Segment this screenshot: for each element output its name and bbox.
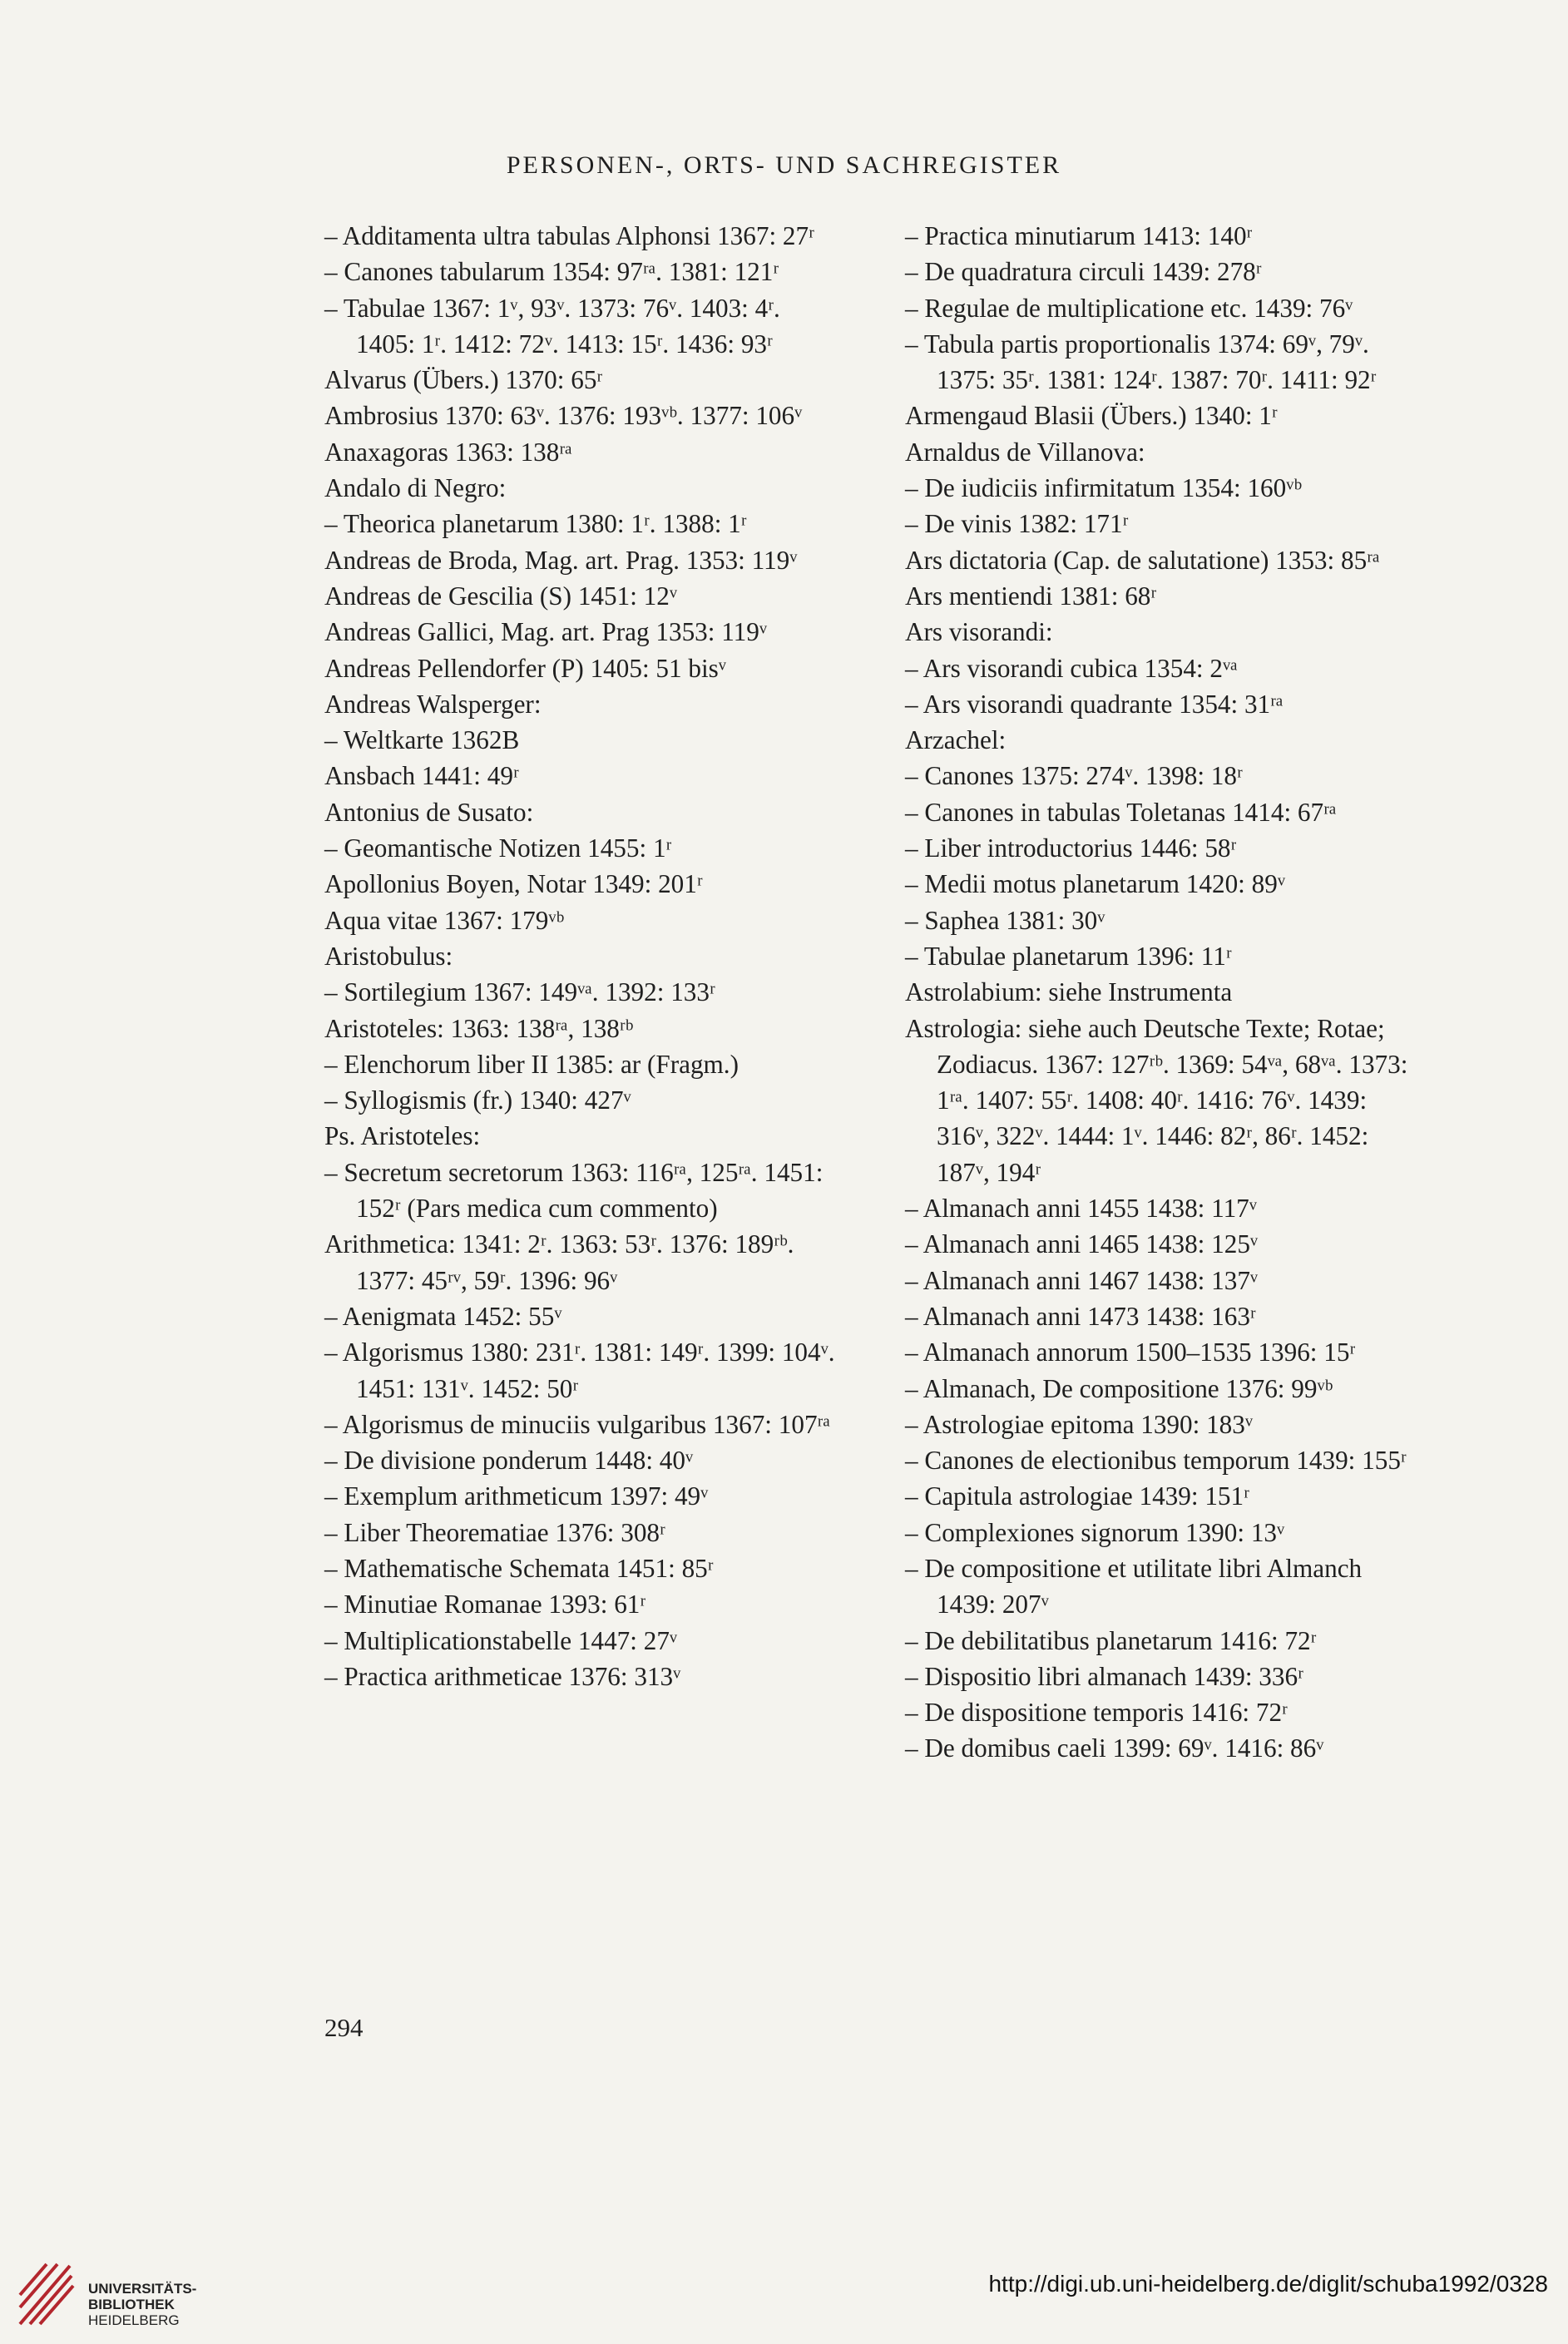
index-subentry: – De dispositione temporis 1416: 72ʳ <box>905 1698 1288 1728</box>
index-subentry: – Astrologiae epitoma 1390: 183ᵛ <box>905 1409 1254 1439</box>
index-entry: Anaxagoras 1363: 138ʳᵃ <box>324 437 572 467</box>
page-number: 294 <box>324 2013 364 2042</box>
index-entry: Aristoteles: 1363: 138ʳᵃ, 138ʳᵇ <box>324 1013 634 1043</box>
index-subentry: – Liber introductorius 1446: 58ʳ <box>905 833 1237 863</box>
index-subentry: – Multiplicationstabelle 1447: 27ᵛ <box>324 1625 678 1655</box>
logo-line-2: BIBLIOTHEK <box>88 2297 175 2312</box>
index-subentry: – De iudiciis infirmitatum 1354: 160ᵛᵇ <box>905 473 1303 503</box>
index-subentry: – Tabula partis proportionalis 1374: 69ᵛ, 79ᵛ. 1375: 35ʳ. 1381: 124ʳ. 1387: 70ʳ. 1411: 92ʳ <box>905 329 1377 395</box>
index-subentry: – Canones de electionibus temporum 1439: 155ʳ <box>905 1446 1407 1476</box>
page-header: PERSONEN-, ORTS- UND SACHREGISTER <box>506 151 1062 179</box>
library-logo[interactable] <box>12 2249 228 2332</box>
index-entry: Astrolabium: siehe Instrumenta <box>905 977 1233 1007</box>
index-subentry: – Practica minutiarum 1413: 140ʳ <box>905 221 1253 250</box>
index-subentry: – De domibus caeli 1399: 69ᵛ. 1416: 86ᵛ <box>905 1733 1324 1763</box>
index-subentry: – Saphea 1381: 30ᵛ <box>905 905 1106 935</box>
index-subentry: – Dispositio libri almanach 1439: 336ʳ <box>905 1661 1303 1691</box>
index-subentry: – De debilitatibus planetarum 1416: 72ʳ <box>905 1625 1317 1655</box>
index-subentry: – Regulae de multiplicatione etc. 1439: 76ᵛ <box>905 293 1353 323</box>
index-entry: Arithmetica: 1341: 2ʳ. 1363: 53ʳ. 1376: 189ʳᵇ. 1377: 45ʳᵛ, 59ʳ. 1396: 96ᵛ <box>324 1229 794 1295</box>
index-entry: Arnaldus de Villanova: <box>905 437 1145 467</box>
index-subentry: – Liber Theorematiae 1376: 308ʳ <box>324 1517 665 1547</box>
index-entry: Andalo di Negro: <box>324 473 507 503</box>
index-subentry: – De divisione ponderum 1448: 40ᵛ <box>324 1446 694 1476</box>
index-subentry: – Practica arithmeticae 1376: 313ᵛ <box>324 1661 681 1691</box>
index-subentry: – De quadratura circuli 1439: 278ʳ <box>905 257 1262 287</box>
source-url-link[interactable]: http://digi.ub.uni-heidelberg.de/diglit/schuba1992/0328 <box>988 2271 1548 2297</box>
index-subentry: – Almanach, De compositione 1376: 99ᵛᵇ <box>905 1373 1333 1403</box>
index-entry: Armengaud Blasii (Übers.) 1340: 1ʳ <box>905 401 1278 431</box>
index-subentry: – Almanach anni 1473 1438: 163ʳ <box>905 1301 1256 1331</box>
index-subentry: – De vinis 1382: 171ʳ <box>905 509 1129 539</box>
index-entry: Ars dictatoria (Cap. de salutatione) 1353: 85ʳᵃ <box>905 545 1380 575</box>
index-subentry: – Almanach annorum 1500–1535 1396: 15ʳ <box>905 1338 1356 1367</box>
index-entry: Arzachel: <box>905 725 1007 755</box>
index-subentry: – Algorismus 1380: 231ʳ. 1381: 149ʳ. 1399: 104ᵛ. 1451: 131ᵛ. 1452: 50ʳ <box>324 1338 835 1403</box>
index-subentry: – Almanach anni 1465 1438: 125ᵛ <box>905 1229 1259 1259</box>
index-entry: Andreas de Broda, Mag. art. Prag. 1353: 119ᵛ <box>324 545 798 575</box>
index-subentry: – Almanach anni 1467 1438: 137ᵛ <box>905 1265 1259 1295</box>
logo-line-1: UNIVERSITÄTS- <box>88 2281 197 2297</box>
index-subentry: – Sortilegium 1367: 149ᵛᵃ. 1392: 133ʳ <box>324 977 715 1007</box>
index-subentry: – Tabulae 1367: 1ᵛ, 93ᵛ. 1373: 76ᵛ. 1403: 4ʳ. 1405: 1ʳ. 1412: 72ᵛ. 1413: 15ʳ. 1436: 93ʳ <box>324 293 780 359</box>
index-subentry: – Medii motus planetarum 1420: 89ᵛ <box>905 869 1286 899</box>
footer <box>0 2238 1568 2344</box>
index-subentry: – Complexiones signorum 1390: 13ᵛ <box>905 1517 1285 1547</box>
index-subentry: – Capitula astrologiae 1439: 151ʳ <box>905 1481 1249 1511</box>
left-column <box>324 218 836 1694</box>
index-entry: Aristobulus: <box>324 941 453 971</box>
index-subentry: – Minutiae Romanae 1393: 61ʳ <box>324 1590 646 1620</box>
index-subentry: – Geomantische Notizen 1455: 1ʳ <box>324 833 672 863</box>
index-entry: Andreas Gallici, Mag. art. Prag 1353: 119ᵛ <box>324 617 768 647</box>
index-subentry: – Theorica planetarum 1380: 1ʳ. 1388: 1ʳ <box>324 509 747 539</box>
index-subentry: – De compositione et utilitate libri Almanch 1439: 207ᵛ <box>905 1553 1363 1620</box>
index-subentry: – Canones tabularum 1354: 97ʳᵃ. 1381: 121ʳ <box>324 257 779 287</box>
index-entry: Andreas Walsperger: <box>324 689 542 719</box>
index-subentry: – Ars visorandi cubica 1354: 2ᵛᵃ <box>905 653 1238 683</box>
index-subentry: – Ars visorandi quadrante 1354: 31ʳᵃ <box>905 689 1284 719</box>
index-subentry: – Almanach anni 1455 1438: 117ᵛ <box>905 1194 1257 1224</box>
index-subentry: – Mathematische Schemata 1451: 85ʳ <box>324 1553 714 1583</box>
index-entry: Andreas Pellendorfer (P) 1405: 51 bisᵛ <box>324 653 726 683</box>
index-entry: Aqua vitae 1367: 179ᵛᵇ <box>324 905 565 935</box>
index-subentry: – Additamenta ultra tabulas Alphonsi 1367: 27ʳ <box>324 221 814 250</box>
library-logo-icon <box>12 2249 78 2332</box>
index-entry: Apollonius Boyen, Notar 1349: 201ʳ <box>324 869 703 899</box>
index-subentry: – Syllogismis (fr.) 1340: 427ᵛ <box>324 1085 631 1115</box>
index-subentry: – Weltkarte 1362B <box>324 725 520 755</box>
index-entry: Ars visorandi: <box>905 617 1053 647</box>
index-subentry: – Aenigmata 1452: 55ᵛ <box>324 1301 562 1331</box>
index-subentry: – Canones 1375: 274ᵛ. 1398: 18ʳ <box>905 761 1243 791</box>
index-entry: Ars mentiendi 1381: 68ʳ <box>905 581 1157 611</box>
index-entry: Alvarus (Übers.) 1370: 65ʳ <box>324 365 603 395</box>
index-entry: Antonius de Susato: <box>324 797 534 827</box>
index-subentry: – Canones in tabulas Toletanas 1414: 67ʳᵃ <box>905 797 1337 827</box>
index-entry: Astrologia: siehe auch Deutsche Texte; Rotae; Zodiacus. 1367: 127ʳᵇ. 1369: 54ᵛᵃ, 68ᵛᵃ. 1373: 1ʳᵃ. 1407: 55ʳ. 1408: 40ʳ. 1416: 76ᵛ. 1439: 316ᵛ, 322ᵛ. 1444: 1ᵛ. 1446: 82ʳ, 86ʳ. 1452: 187ᵛ, 194ʳ <box>905 1013 1408 1187</box>
index-subentry: – Exemplum arithmeticum 1397: 49ᵛ <box>324 1481 709 1511</box>
index-entry: Andreas de Gescilia (S) 1451: 12ᵛ <box>324 581 678 611</box>
logo-line-3: HEIDELBERG <box>88 2312 180 2328</box>
index-subentry: – Tabulae planetarum 1396: 11ʳ <box>905 941 1232 971</box>
index-subentry: – Elenchorum liber II 1385: ar (Fragm.) <box>324 1049 739 1079</box>
index-subentry: – Algorismus de minuciis vulgaribus 1367: 107ʳᵃ <box>324 1409 830 1439</box>
index-entry: Ps. Aristoteles: <box>324 1121 481 1151</box>
index-entry: Ansbach 1441: 49ʳ <box>324 761 519 791</box>
index-entry: Ambrosius 1370: 63ᵛ. 1376: 193ᵛᵇ. 1377: 106ᵛ <box>324 401 803 431</box>
right-column <box>905 218 1421 1767</box>
index-subentry: – Secretum secretorum 1363: 116ʳᵃ, 125ʳᵃ. 1451: 152ʳ (Pars medica cum commento) <box>324 1157 824 1224</box>
